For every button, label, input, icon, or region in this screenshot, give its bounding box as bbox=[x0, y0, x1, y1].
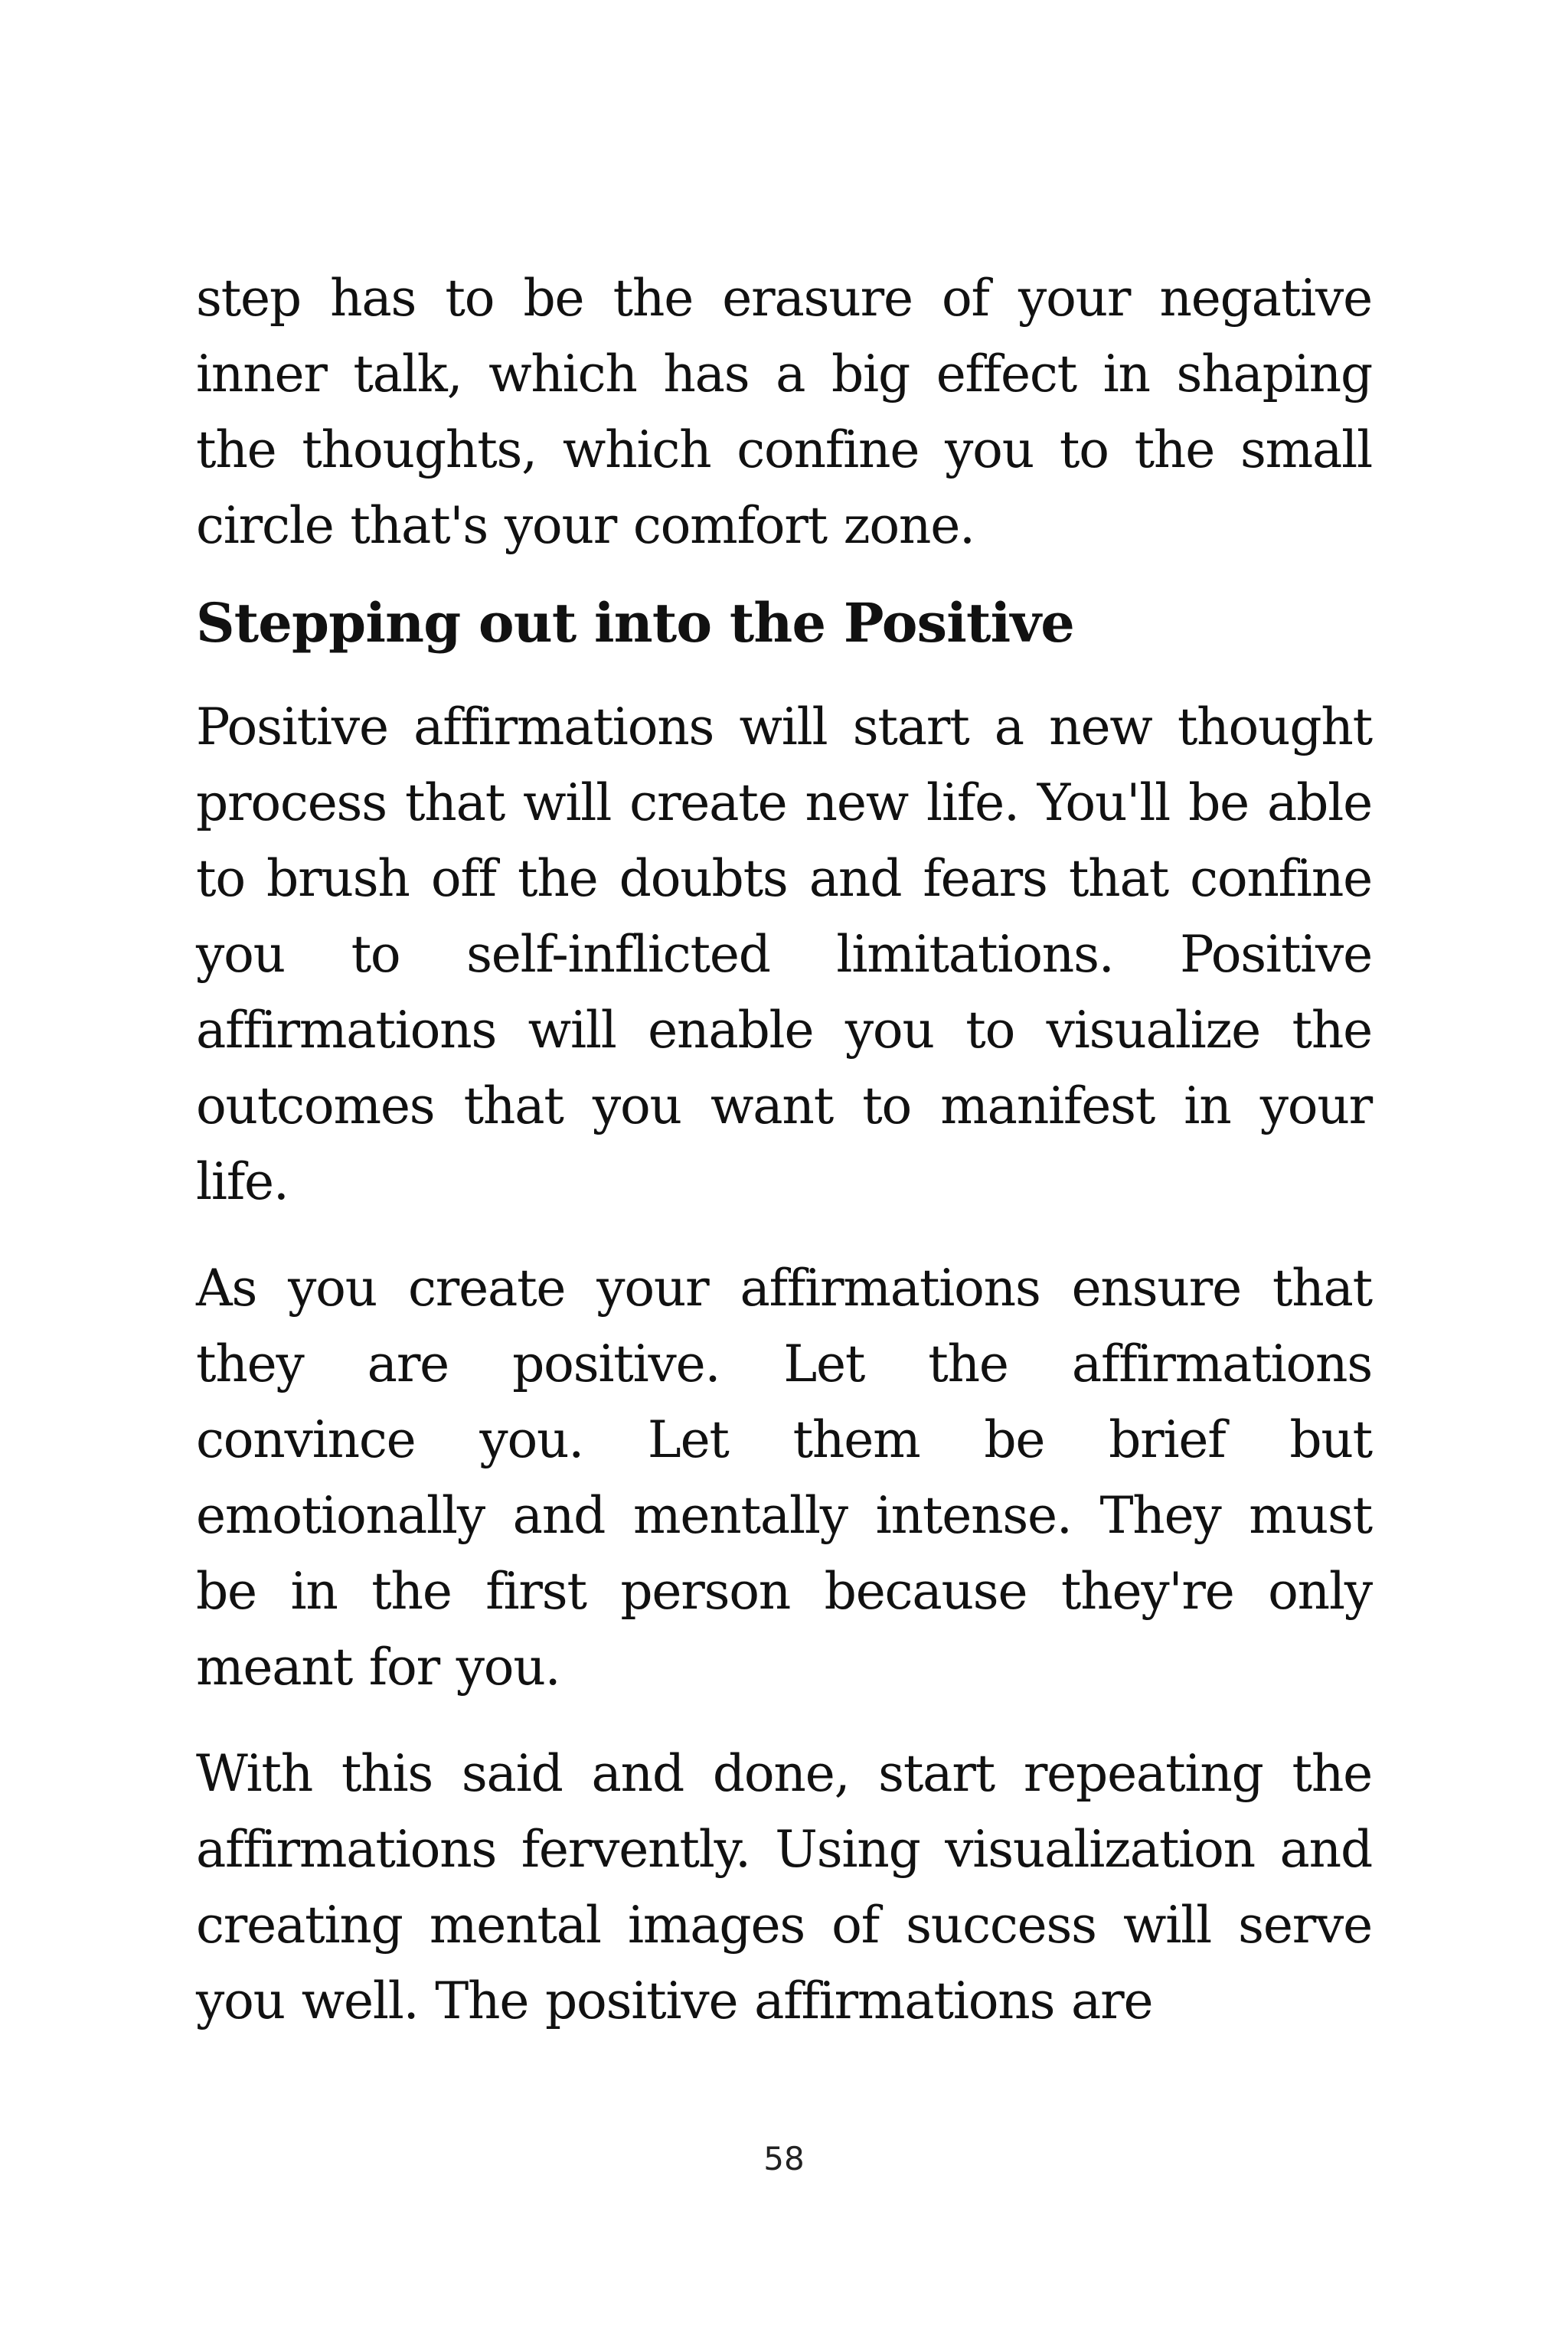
page-number: 58 bbox=[763, 2140, 805, 2177]
paragraph-positive-affirmations: Positive affirmations will start a new thought process that will create new life. You'll be able to brush off the doubts and fears that confine you to self-inflicted limitations. Positive affirmations will enable you to visualize the outcomes that you want to manifest in your life. bbox=[196, 697, 1372, 1211]
section-heading: Stepping out into the Positive bbox=[196, 591, 1074, 655]
paragraph-create-affirmations: As you create your affirmations ensure that they are positive. Let the affirmations convince you. Let them be brief but emotionally and mentally intense. They must be in the first person because they're only meant for you. bbox=[196, 1259, 1372, 1697]
paragraph-repeat-affirmations: With this said and done, start repeating the affirmations fervently. Using visualization and creating mental images of success will serve you well. The positive affirmations are bbox=[196, 1744, 1372, 2030]
paragraph-continuation: step has to be the erasure of your negative inner talk, which has a big effect in shaping the thoughts, which confine you to the small circle that's your comfort zone. bbox=[196, 269, 1372, 555]
page-body bbox=[196, 260, 1372, 2069]
